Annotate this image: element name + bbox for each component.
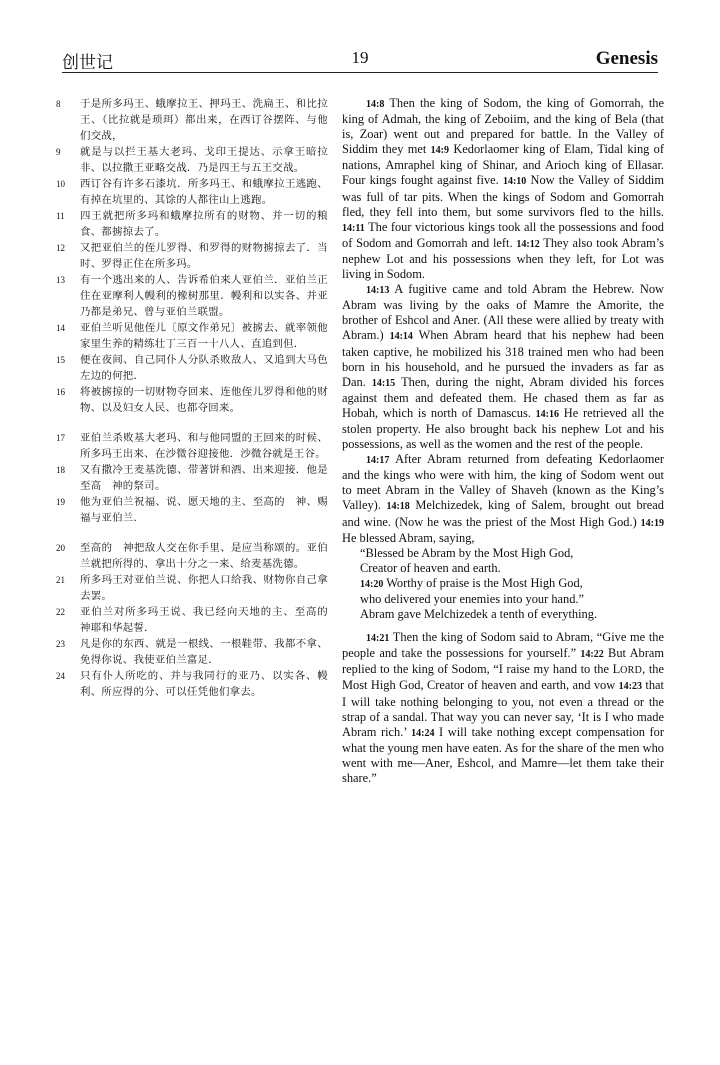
verse-ref: 14:18 <box>386 501 410 513</box>
verse-text: 于是所多玛王、蛾摩拉王、押玛王、洗扁王、和比拉王、（比拉就是琐珥）都出来，在西订谷摆阵、与他们交战， <box>80 98 328 142</box>
verse-text: 亚伯兰对所多玛王说、我已经向天地的主、至高的 神耶和华起誓． <box>80 606 339 634</box>
verse-ref: 14:16 <box>535 408 560 420</box>
verse-ref: 14:12 <box>516 238 540 250</box>
paragraph <box>342 96 664 282</box>
verse-text: He retrieved all the stolen property. He also brought back his nephew Lot and his possessions, as well as the women and the rest of the people. <box>342 405 665 452</box>
verse-text: 四王就把所多玛和蛾摩拉所有的财物、并一切的粮食、都掳掠去了。 <box>80 210 328 238</box>
chinese-verse <box>56 668 328 700</box>
verse-text: Melchizedek, king of Salem, brought out bread and wine. (Now he was the priest of the Most High God.) <box>342 498 664 529</box>
verse-text: 亚伯兰杀败基大老玛、和与他同盟的王回来的时候、所多玛王出来、在沙微谷迎接他．沙微谷就是王谷。 <box>80 432 328 460</box>
book-title-chinese: 创世记 <box>62 53 113 73</box>
verse-text: 只有仆人所吃的、并与我同行的亚乃、以实各、幔利、所应得的分、可以任凭他们拿去。 <box>80 670 328 698</box>
verse-text: I will take nothing except compensation for what the young men have eaten. As for the share of the men who went with me—Aner, Eshcol, and Mamre—let them take their share.” <box>342 724 664 786</box>
verse-ref: 14:14 <box>389 331 413 343</box>
verse-ref: 14:13 <box>366 285 390 297</box>
verse-number: 20 <box>56 543 65 553</box>
paragraph <box>342 452 664 546</box>
verse-gap <box>56 416 328 430</box>
verse-text: 又有撒冷王麦基洗德、带著饼和酒、出来迎接．他是至高 神的祭司。 <box>80 464 328 492</box>
page-number: 19 <box>351 48 369 67</box>
verse-ref: 14:19 <box>640 517 664 529</box>
verse-number: 11 <box>56 211 65 221</box>
verse-text: Then the king of Sodom, the king of Gomorrah, the king of Admah, the king of Zeboiim, and the king of Bela (that is, Zoar) went out and prepared for battle. In the Valley of Siddim they met <box>342 96 664 157</box>
verse-ref: 14:20 <box>360 578 384 590</box>
verse-text: 将被掳掠的一切财物夺回来、连他侄儿罗得和他的财物、以及妇女人民、也都夺回来。 <box>80 386 328 414</box>
page-header <box>62 42 658 73</box>
verse-number: 14 <box>56 323 65 333</box>
verse-text: , the Most High God, Creator of heaven and earth, and vow <box>342 662 664 693</box>
chinese-verse <box>56 208 328 240</box>
verse-text: 又把亚伯兰的侄儿罗得、和罗得的财物掳掠去了．当时、罗得正住在所多玛。 <box>80 242 328 270</box>
chinese-verse <box>56 96 328 144</box>
verse-number: 13 <box>56 275 65 285</box>
chinese-verse <box>56 144 328 176</box>
verse-text: But Abram replied to the king of Sodom, “I raise my hand to the <box>342 646 664 677</box>
verse-text: He blessed Abram, saying, <box>342 530 475 545</box>
verse-number: 15 <box>56 355 65 365</box>
verse-text: 他为亚伯兰祝福、说、愿天地的主、至高的 神、赐福与亚伯兰． <box>80 496 328 524</box>
verse-gap <box>56 526 328 540</box>
book-title-english: Genesis <box>595 48 658 69</box>
chinese-text-column <box>56 96 339 700</box>
chinese-verse <box>56 176 328 208</box>
poem-line: Abram gave Melchizedek a tenth of everything. <box>360 607 598 622</box>
verse-text: When Abram heard that his nephew had been taken captive, he mobilized his 318 trained men who had been born in his household, and he pursued the invaders as far as Dan. <box>342 328 665 389</box>
verse-ref: 14:22 <box>580 649 604 661</box>
chinese-verse <box>56 352 328 384</box>
chinese-verse <box>56 272 328 320</box>
poem-line: who delivered your enemies into your hand.” <box>360 592 584 606</box>
chinese-verse <box>56 604 339 636</box>
verse-number: 22 <box>56 607 65 617</box>
poem-line: “Blessed be Abram by the Most High God, <box>360 545 574 560</box>
verse-text: 就是与以拦王基大老玛、戈印王提达、示拿王暗拉非、以拉撒王亚略交战．乃是四王与五王交战。 <box>80 146 328 174</box>
verse-ref: 14:17 <box>366 455 390 467</box>
chinese-verse <box>56 384 328 416</box>
verse-number: 9 <box>56 147 61 157</box>
chinese-verse <box>56 240 328 272</box>
verse-text: 所多玛王对亚伯兰说、你把人口给我、财物你自己拿去罢。 <box>80 574 328 602</box>
verse-text: 至高的 神把敌人交在你手里、是应当称颂的。亚伯兰就把所得的、拿出十分之一来、给麦基洗德。 <box>80 542 328 570</box>
verse-text: Now the Valley of Siddim was full of tar pits. When the kings of Sodom and Gomorrah fled, they fell into them, but some survivors fled to the hills. <box>342 173 664 219</box>
verse-ref: 14:23 <box>618 681 642 693</box>
verse-number: 10 <box>56 179 65 189</box>
verse-number: 19 <box>56 497 65 507</box>
chinese-verse <box>56 572 328 604</box>
verse-number: 16 <box>56 387 65 397</box>
verse-ref: 14:8 <box>366 99 385 110</box>
chinese-verse <box>56 494 328 526</box>
lord-initial: L <box>612 662 621 677</box>
verse-number: 12 <box>56 243 65 253</box>
verse-number: 21 <box>56 575 65 585</box>
chinese-verse <box>56 636 328 668</box>
verse-text: After Abram returned from defeating Kedorlaomer and the kings who were with him, the king of Sodom went out to meet Abram in the Valley of Shaveh (known as the King’s Valley). <box>342 452 664 513</box>
verse-text: 有一个逃出来的人、告诉希伯来人亚伯兰．亚伯兰正住在亚摩利人幔利的橡树那里．幔利和以实各、并亚乃都是弟兄、曾与亚伯兰联盟。 <box>80 274 328 318</box>
verse-ref: 14:11 <box>342 222 365 234</box>
poem-line: Creator of heaven and earth. <box>360 560 501 575</box>
verse-text: The four victorious kings took all the possessions and food of Sodom and Gomorrah and left. <box>342 219 664 250</box>
verse-number: 8 <box>56 99 61 109</box>
verse-text: 西订谷有许多石漆坑．所多玛王、和蛾摩拉王逃跑、有掉在坑里的、其馀的人都往山上逃跑。 <box>80 178 328 206</box>
verse-text: 便在夜间、自己同仆人分队杀败敌人、又追到大马色左边的何把． <box>80 354 328 382</box>
chinese-verse <box>56 320 328 352</box>
verse-ref: 14:24 <box>411 727 435 739</box>
verse-text: that I will take nothing belonging to you, not even a thread or the strap of a sandal. That way you can never say, ‘It is I who made Abram rich.’ <box>342 678 664 739</box>
spacer <box>342 622 664 630</box>
verse-text: They also took Abram’s nephew Lot and his possessions when they left, for Lot was living in Sodom. <box>342 235 664 282</box>
lord-small-caps: ORD <box>620 665 643 677</box>
verse-text: Then the king of Sodom said to Abram, “Give me the people and take the possessions for yourself.” <box>342 630 664 661</box>
paragraph <box>342 630 664 786</box>
paragraph <box>342 282 664 452</box>
verse-ref: 14:10 <box>502 176 527 188</box>
verse-text: A fugitive came and told Abram the Hebrew. Now Abram was living by the oaks of Mamre the Amorite, the brother of Eshcol and Aner. (All these were allied by treaty with Abram.) <box>342 282 664 343</box>
verse-number: 23 <box>56 639 65 649</box>
verse-text: 亚伯兰听见他侄儿〔原文作弟兄〕被掳去、就率领他家里生养的精练壮丁三百一十八人、直追到但． <box>80 322 328 350</box>
verse-text: Worthy of praise is the Most High God, <box>383 575 583 590</box>
english-text-column <box>342 96 664 786</box>
verse-number: 18 <box>56 465 65 475</box>
chinese-verse <box>56 462 328 494</box>
verse-text: Kedorlaomer king of Elam, Tidal king of nations, Amraphel king of Shinar, and Arioch king of Ellasar. Four kings fought against five. <box>342 142 665 188</box>
verse-text: Then, during the night, Abram divided his forces against them and defeated them. He chased them as far as Hobah, which is north of Damascus. <box>342 374 664 420</box>
verse-ref: 14:21 <box>366 633 390 645</box>
verse-ref: 14:15 <box>371 377 396 389</box>
verse-number: 17 <box>56 433 65 443</box>
chinese-verse <box>56 540 328 572</box>
verse-number: 24 <box>56 671 65 681</box>
verse-ref: 14:9 <box>430 145 450 157</box>
poem-line <box>342 576 664 592</box>
chinese-verse <box>56 430 328 462</box>
verse-text: 凡是你的东西、就是一根线、一根鞋带、我都不拿、免得你说、我使亚伯兰富足． <box>80 638 328 666</box>
